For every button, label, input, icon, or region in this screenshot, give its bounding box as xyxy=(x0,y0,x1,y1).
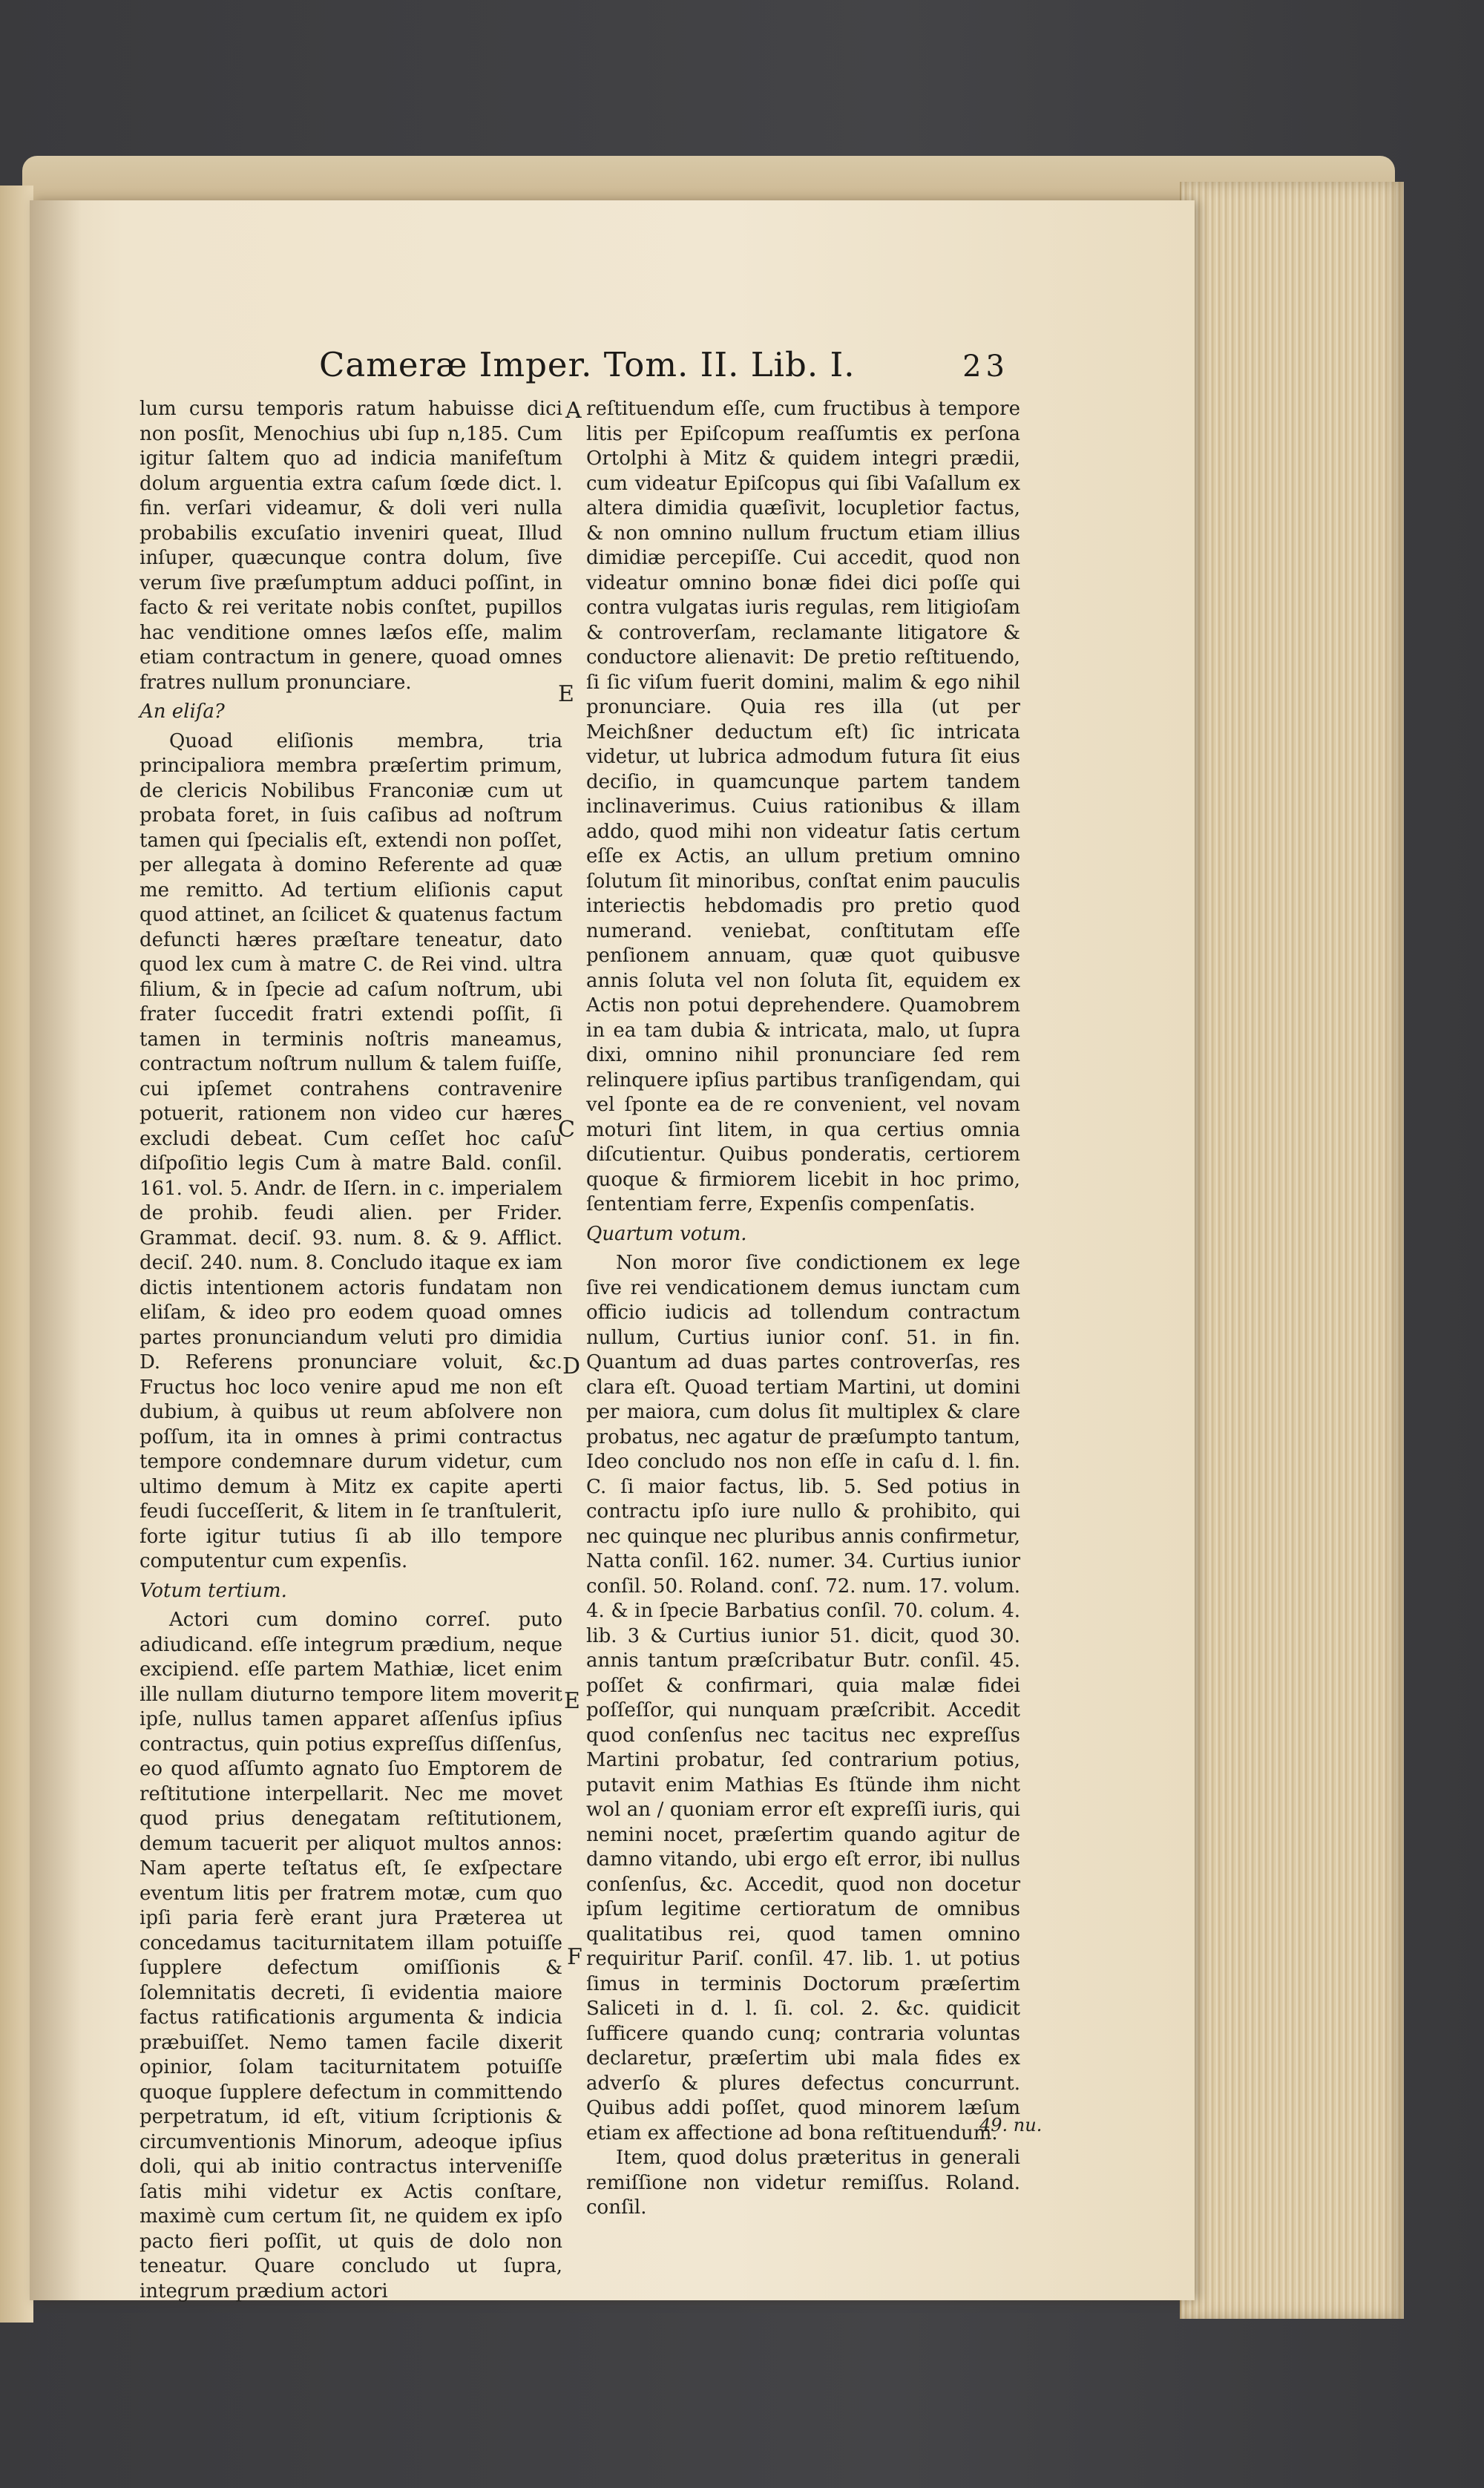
margin-letter-d: D xyxy=(562,1353,581,1379)
left-paragraph-3: Actori cum domino correſ. puto adiudicand. eſſe integrum prædium, neque excipiend. eſſe partem Mathiæ, licet enim ille nullam diuturno tempore litem moverit ipſe, nullus tamen apparet aſſenſus ipſius contractus, quin potius expreſſus diſſenſus, eo quod aſſumto agnato ſuo Emptorem de reſtitutione interpellarit. Nec me movet quod prius denegatam reſtitutionem, demum tacuerit per aliquot multos annos: Nam aperte teſtatus eſt, ſe exſpectare eventum litis per fratrem motæ, cum quo ipſi paria ferè erant jura Præterea ut concedamus taciturnitatem illam potuiſſe ſupplere defectum omiſſionis & ſolemnitatis decreti, ſi evidentia maiore factus ratificationis argumenta & indicia præbuiſſet. Nemo tamen facile dixerit opinior, ſolam taciturnitatem potuiſſe quoque ſupplere defectum in committendo perpetratum, id eſt, vitium ſcriptionis & circumventionis Minorum, adeoque ipſius doli, qui ab initio contractus interveniſſe ſatis mihi videtur ex Actis conſtare, maximè cum certum ſit, ne quidem ex ipſo pacto fieri poſſit, ut quis de dolo non teneatur. Quare concludo ut ſupra, integrum prædium actori xyxy=(139,1609,562,2302)
margin-letter-c: C xyxy=(558,1117,575,1143)
right-paragraph-3: Item, quod dolus præteritus in generali remiſſione non videtur remiſſus. Roland. conſil. xyxy=(586,2147,1020,2219)
left-section-heading-2: Votum tertium. xyxy=(139,1579,287,1602)
right-paragraph-2: Non moror ſive condictionem ex lege ſive rei vendicationem demus iunctam cum officio iudicis ad tollendum contractum nullum, Curtius iunior conſ. 51. in fin. Quantum ad duas partes controverſas, res clara eſt. Quoad tertiam Martini, ut domini per maiora, cum dolus ſit multiplex & clare probatus, nec agatur de præſumpto tantum, Ideo concludo nos non eſſe in caſu d. l. fin. C. ſi maior factus, lib. 5. Sed potius in contractu ipſo iure nullo & prohibito, qui nec quinque nec pluribus annis confirmetur, Natta conſil. 162. numer. 34. Curtius iunior conſil. 50. Roland. conſ. 72. num. 17. volum. 4. & in ſpecie Barbatius conſil. 70. colum. 4. lib. 3 & Curtius iunior 51. dicit, quod 30. annis tantum præſcribatur Butr. conſil. 45. poſſet & confirmari, quia malæ fidei poſſeſſor, qui nunquam præſcribit. Accedit quod conſenſus nec tacitus nec expreſſus Martini probatur, ſed contrarium potius, putavit enim Mathias Es ſtünde ihm nicht wol an / quoniam error eſt expreſſi iuris, qui nemini nocet, præſertim quando agitur de damno vitando, ubi ergo eſt error, ibi nullus conſenſus, &c. Accedit, quod non docetur ipſum legitime certioratum de omnibus qualitatibus rei, quod tamen omnino requiritur Pariſ. conſil. 47. lib. 1. ut potius ſimus in terminis Doctorum præſertim Saliceti in d. l. ſi. col. 2. &c. quidicit ſufficere quando cunq; contraria voluntas declaretur, præſertim ubi mala fides ex adverſo & plures defectus concurrunt. Quibus addi poſſet, quod minorem læſum etiam ex affectione ad bona reſtituendum. xyxy=(586,1252,1020,2144)
right-section-heading: Quartum votum. xyxy=(586,1222,747,1245)
text-block-edges xyxy=(1180,182,1404,2319)
right-paragraph-1: reſtituendum eſſe, cum fructibus à tempore litis per Epiſcopum reaſſumtis ex perſona Ortolphi à Mitz & quidem integri prædii, cum videatur Epiſcopus qui ſibi Vaſallum ex altera dimidia quæſivit, locupletior factus, & non omnino nullum fructum etiam illius dimidiæ percepiſſe. Cui accedit, quod non videatur omnino bonæ fidei dici poſſe qui contra vulgatas iuris regulas, rem litigioſam & controverſam, reclamante litigatore & conductore alienavit: De pretio reſtituendo, ſi ſic viſum fuerit domini, malim & ego nihil pronunciare. Quia res illa (ut per Meichßner deductum eſt) ſic intricata videtur, ut lubrica admodum futura ſit eius deciſio, in quamcunque partem tandem inclinaverimus. Cuius rationibus & illam addo, quod mihi non videatur ſatis certum eſſe ex Actis, an ullum pretium omnino ſolutum ſit minoribus, conſtat enim pauculis interiectis hebdomadis pro pretio quod numerand. veniebat, conſtitutam eſſe penſionem annuam, quæ quot quibusve annis ſoluta vel non ſoluta ſit, equidem ex Actis non potui deprehendere. Quamobrem in ea tam dubia & intricata, malo, ut ſupra dixi, omnino nihil pronunciare ſed rem relinquere ipſius partibus tranſigendam, qui vel ſponte ea de re convenient, vel novam moturi ſint litem, in qua certius omnia diſcutientur. Quibus ponderatis, certiorem quoque & firmiorem licebit in hoc primo, ſententiam ferre, Expenſis compenſatis. xyxy=(586,398,1020,1215)
margin-letter-e: E xyxy=(558,681,574,707)
margin-letter-f: F xyxy=(567,1944,582,1970)
margin-letter-a: A xyxy=(565,398,582,424)
left-section-heading-1: An eliſa? xyxy=(139,700,225,723)
page-header xyxy=(319,345,1009,397)
right-column xyxy=(586,397,1020,2221)
left-column xyxy=(139,397,562,2304)
margin-letter-e2: E xyxy=(564,1688,580,1714)
page-number: 23 xyxy=(962,349,1009,384)
gutter-shadow xyxy=(30,200,82,2300)
running-head: Cameræ Imper. Tom. II. Lib. I. xyxy=(319,345,856,384)
left-paragraph-1: lum cursu temporis ratum habuisse dici non posſit, Menochius ubi ſup n,185. Cum igitur ſaltem quo ad indicia manifeſtum dolum arguentia extra caſum ſœde dict. l. fin. verſari videamur, & doli veri nulla probabilis excuſatio inveniri queat, Illud inſuper, quæcunque contra dolum, ſive verum ſive præſumptum adduci poſſint, in facto & rei veritate nobis conſtet, pupillos hac venditione omnes læſos eſſe, malim etiam contractum in genere, quoad omnes fratres nullum pronunciare. xyxy=(139,398,562,694)
facing-page-edge xyxy=(0,186,33,2323)
left-paragraph-2: Quoad eliſionis membra, tria principaliora membra præſertim primum, de clericis Nobilibus Franconiæ cum ut probata foret, in ſuis caſibus ad noſtrum tamen qui ſpecialis eſt, extendi non poſſet, per allegata à domino Referente ad quæ me remitto. Ad tertium eliſionis caput quod attinet, an ſcilicet & quatenus factum defuncti hæres præſtare teneatur, dato quod lex cum à matre C. de Rei vind. ultra filium, & in ſpecie ad caſum noſtrum, ubi frater ſuccedit fratri extendi poſſit, ſi tamen in terminis noſtris maneamus, contractum noſtrum nullum & talem fuiſſe, cui ipſemet contrahens contravenire potuerit, rationem non video cur hæres excludi debeat. Cum ceſſet hoc caſu diſpoſitio legis Cum à matre Bald. conſil. 161. vol. 5. Andr. de Iſern. in c. imperialem de prohib. feudi alien. per Frider. Grammat. deciſ. 93. num. 8. & 9. Afflict. deciſ. 240. num. 8. Concludo itaque ex iam dictis intentionem actoris fundatam non eliſam, & ideo pro eodem quoad omnes partes pronunciandum veluti pro dimidia D. Referens pronunciare voluit, &c. Fructus hoc loco venire apud me non eſt dubium, à quibus ut reum abſolvere non poſſum, ita in omnes à primi contractus tempore condemnare durum videtur, cum ultimo demum à Mitz ex capite aperti feudi ſucceſſerit, & litem in ſe tranſtulerit, forte igitur tutius ſi ab illo tempore computentur cum expenſis. xyxy=(139,729,562,1572)
catchword: 49. nu. xyxy=(979,2115,1043,2136)
